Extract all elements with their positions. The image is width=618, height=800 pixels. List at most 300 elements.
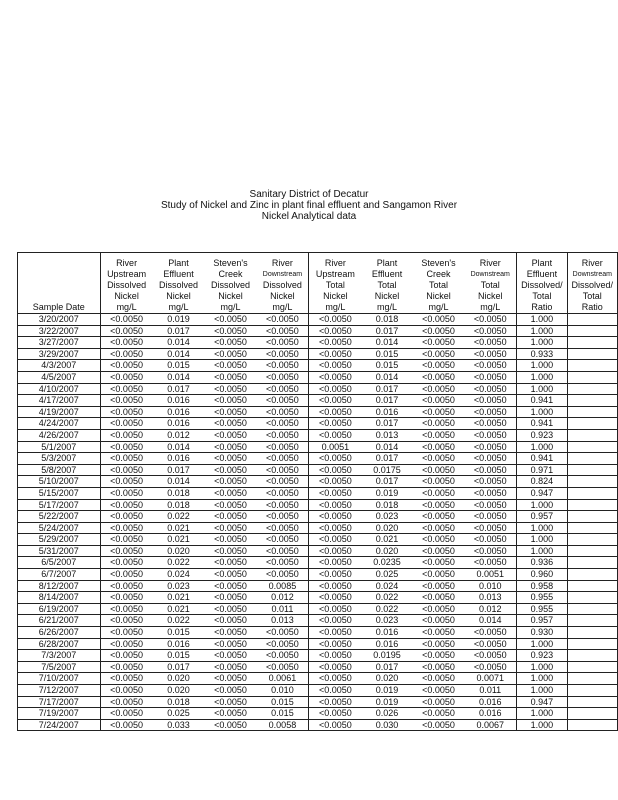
column-header-line: Upstream <box>107 269 147 279</box>
sample-date-cell: 3/22/2007 <box>18 325 101 337</box>
sample-date-cell: 5/1/2007 <box>18 441 101 453</box>
value-cell: 0.022 <box>153 615 205 627</box>
value-cell: <0.0050 <box>413 429 465 441</box>
value-cell: <0.0050 <box>309 325 361 337</box>
sample-date-cell: 5/10/2007 <box>18 476 101 488</box>
value-cell: <0.0050 <box>256 325 308 337</box>
value-cell <box>567 685 617 697</box>
value-cell: <0.0050 <box>100 557 152 569</box>
value-cell: 0.025 <box>361 569 412 581</box>
value-cell: 0.014 <box>464 615 516 627</box>
nickel-data-table <box>17 252 618 731</box>
column-header-line: Nickel <box>270 291 295 301</box>
value-cell: <0.0050 <box>205 661 257 673</box>
value-cell: <0.0050 <box>464 453 516 465</box>
column-header-line: Nickel <box>477 291 503 301</box>
value-cell: 0.026 <box>361 708 412 720</box>
value-cell: 0.018 <box>361 314 412 326</box>
sample-date-cell: 8/12/2007 <box>18 580 101 592</box>
value-cell <box>567 661 617 673</box>
value-cell: <0.0050 <box>205 429 257 441</box>
value-cell: 0.017 <box>361 395 412 407</box>
value-cell <box>567 580 617 592</box>
value-cell: <0.0050 <box>309 685 361 697</box>
value-cell: 1.000 <box>517 545 567 557</box>
value-cell: <0.0050 <box>464 534 516 546</box>
value-cell <box>567 615 617 627</box>
value-cell: 0.012 <box>464 603 516 615</box>
value-cell: 0.930 <box>517 627 567 639</box>
value-cell: 0.023 <box>153 580 205 592</box>
value-cell: 0.024 <box>361 580 412 592</box>
value-cell: 0.016 <box>153 638 205 650</box>
value-cell: <0.0050 <box>413 580 465 592</box>
value-cell: 0.020 <box>153 673 205 685</box>
column-header-line: Nickel <box>374 291 400 301</box>
sample-date-cell: 7/5/2007 <box>18 661 101 673</box>
value-cell: <0.0050 <box>256 406 308 418</box>
value-cell: 0.022 <box>361 592 412 604</box>
value-cell: 0.011 <box>256 603 308 615</box>
value-cell <box>567 383 617 395</box>
value-cell: <0.0050 <box>205 592 257 604</box>
value-cell: <0.0050 <box>100 650 152 662</box>
value-cell: 0.015 <box>256 696 308 708</box>
table-row <box>18 511 618 523</box>
table-row <box>18 337 618 349</box>
table-row <box>18 592 618 604</box>
value-cell: <0.0050 <box>205 638 257 650</box>
column-header-line: Ratio <box>531 302 553 312</box>
sample-date-cell: 6/7/2007 <box>18 569 101 581</box>
sample-date-cell: 6/28/2007 <box>18 638 101 650</box>
column-header-line: mg/L <box>325 302 346 312</box>
sample-date-cell: 3/27/2007 <box>18 337 101 349</box>
value-cell: 0.016 <box>153 406 205 418</box>
value-cell: 0.947 <box>517 696 567 708</box>
value-cell <box>567 429 617 441</box>
sample-date-cell: 5/17/2007 <box>18 499 101 511</box>
value-cell: 0.014 <box>361 441 412 453</box>
value-cell: <0.0050 <box>100 638 152 650</box>
value-cell: <0.0050 <box>464 371 516 383</box>
table-row <box>18 383 618 395</box>
value-cell: 1.000 <box>517 337 567 349</box>
value-cell: <0.0050 <box>464 348 516 360</box>
table-row <box>18 464 618 476</box>
value-cell: 0.023 <box>361 511 412 523</box>
value-cell: 1.000 <box>517 499 567 511</box>
value-cell: <0.0050 <box>100 545 152 557</box>
sample-date-cell: 4/19/2007 <box>18 406 101 418</box>
value-cell: <0.0050 <box>100 569 152 581</box>
column-header-line: mg/L <box>480 302 501 312</box>
value-cell <box>567 673 617 685</box>
value-cell: 1.000 <box>517 325 567 337</box>
value-cell: 0.0067 <box>464 719 516 731</box>
value-cell: <0.0050 <box>309 615 361 627</box>
column-header <box>153 253 205 314</box>
value-cell: <0.0050 <box>205 360 257 372</box>
value-cell: <0.0050 <box>100 453 152 465</box>
value-cell: <0.0050 <box>309 534 361 546</box>
value-cell: 0.016 <box>153 453 205 465</box>
value-cell: 0.015 <box>153 627 205 639</box>
value-cell: <0.0050 <box>205 441 257 453</box>
value-cell: <0.0050 <box>256 464 308 476</box>
sample-date-cell: 5/22/2007 <box>18 511 101 523</box>
value-cell: 0.014 <box>361 371 412 383</box>
column-header-line: Steven's <box>421 258 456 268</box>
value-cell: 0.0071 <box>464 673 516 685</box>
value-cell: <0.0050 <box>413 441 465 453</box>
column-header-line: River <box>324 258 346 268</box>
value-cell: <0.0050 <box>413 325 465 337</box>
value-cell: <0.0050 <box>413 627 465 639</box>
column-header-line <box>18 258 100 269</box>
value-cell: <0.0050 <box>100 580 152 592</box>
value-cell: 0.011 <box>464 685 516 697</box>
value-cell: 0.017 <box>361 476 412 488</box>
value-cell: 0.015 <box>256 708 308 720</box>
column-header-line: Dissolved <box>159 280 199 290</box>
value-cell: <0.0050 <box>413 603 465 615</box>
value-cell: <0.0050 <box>464 383 516 395</box>
value-cell: <0.0050 <box>413 592 465 604</box>
value-cell: <0.0050 <box>309 360 361 372</box>
value-cell: 0.923 <box>517 650 567 662</box>
value-cell: <0.0050 <box>464 464 516 476</box>
value-cell: 0.016 <box>361 638 412 650</box>
value-cell: <0.0050 <box>464 650 516 662</box>
value-cell: <0.0050 <box>413 464 465 476</box>
table-row <box>18 603 618 615</box>
sample-date-cell: 7/3/2007 <box>18 650 101 662</box>
column-header-line: Dissolved <box>107 280 147 290</box>
table-row <box>18 348 618 360</box>
value-cell: <0.0050 <box>309 487 361 499</box>
value-cell: <0.0050 <box>100 383 152 395</box>
value-cell: <0.0050 <box>205 557 257 569</box>
column-header-line: Steven's <box>213 258 248 268</box>
value-cell: 1.000 <box>517 673 567 685</box>
sample-date-cell: 5/31/2007 <box>18 545 101 557</box>
value-cell: <0.0050 <box>413 395 465 407</box>
value-cell <box>567 418 617 430</box>
value-cell: <0.0050 <box>100 371 152 383</box>
value-cell: 0.015 <box>153 360 205 372</box>
value-cell: <0.0050 <box>413 696 465 708</box>
value-cell: <0.0050 <box>205 696 257 708</box>
column-header-line: Nickel <box>426 291 451 301</box>
value-cell: 0.0195 <box>361 650 412 662</box>
value-cell: 0.923 <box>517 429 567 441</box>
value-cell: 0.0051 <box>464 569 516 581</box>
value-cell: 0.017 <box>361 661 412 673</box>
value-cell: <0.0050 <box>256 441 308 453</box>
value-cell: <0.0050 <box>309 499 361 511</box>
sample-date-cell: 6/19/2007 <box>18 603 101 615</box>
value-cell: 0.0058 <box>256 719 308 731</box>
value-cell: 0.010 <box>464 580 516 592</box>
value-cell: 0.960 <box>517 569 567 581</box>
table-row <box>18 406 618 418</box>
value-cell: <0.0050 <box>309 371 361 383</box>
column-header-line: Dissolved/ <box>571 280 614 290</box>
value-cell: <0.0050 <box>309 337 361 349</box>
table-row <box>18 708 618 720</box>
value-cell: <0.0050 <box>205 325 257 337</box>
table-row <box>18 522 618 534</box>
value-cell: <0.0050 <box>413 661 465 673</box>
value-cell <box>567 511 617 523</box>
value-cell: 0.017 <box>361 383 412 395</box>
table-row <box>18 534 618 546</box>
value-cell: <0.0050 <box>256 360 308 372</box>
table-row <box>18 569 618 581</box>
value-cell: 0.971 <box>517 464 567 476</box>
value-cell: <0.0050 <box>205 719 257 731</box>
value-cell: 0.013 <box>361 429 412 441</box>
value-cell: <0.0050 <box>413 708 465 720</box>
value-cell: <0.0050 <box>464 314 516 326</box>
sample-date-cell: 5/24/2007 <box>18 522 101 534</box>
column-header-line: Nickel <box>166 291 191 301</box>
sample-date-cell: 6/26/2007 <box>18 627 101 639</box>
value-cell: 1.000 <box>517 441 567 453</box>
value-cell: <0.0050 <box>205 487 257 499</box>
column-header-line: Total <box>377 280 397 290</box>
value-cell: <0.0050 <box>309 429 361 441</box>
value-cell <box>567 522 617 534</box>
table-row <box>18 545 618 557</box>
value-cell: <0.0050 <box>309 453 361 465</box>
column-header-line: River <box>581 258 603 268</box>
value-cell: <0.0050 <box>413 569 465 581</box>
value-cell: <0.0050 <box>205 580 257 592</box>
value-cell: 0.014 <box>153 476 205 488</box>
column-header <box>100 253 152 314</box>
value-cell: <0.0050 <box>309 592 361 604</box>
value-cell: 1.000 <box>517 638 567 650</box>
value-cell: <0.0050 <box>205 545 257 557</box>
value-cell: <0.0050 <box>413 638 465 650</box>
value-cell: <0.0050 <box>464 511 516 523</box>
value-cell: <0.0050 <box>100 499 152 511</box>
value-cell: <0.0050 <box>309 522 361 534</box>
column-header-line: mg/L <box>377 302 398 312</box>
value-cell: <0.0050 <box>256 522 308 534</box>
value-cell: <0.0050 <box>100 360 152 372</box>
value-cell <box>567 487 617 499</box>
column-header-line: River <box>271 258 293 268</box>
value-cell: <0.0050 <box>205 348 257 360</box>
value-cell: 0.016 <box>153 418 205 430</box>
value-cell: <0.0050 <box>256 418 308 430</box>
sample-date-cell: 6/5/2007 <box>18 557 101 569</box>
table-row <box>18 314 618 326</box>
column-header-line: River <box>479 258 501 268</box>
value-cell: <0.0050 <box>464 406 516 418</box>
value-cell: 1.000 <box>517 360 567 372</box>
value-cell: <0.0050 <box>205 337 257 349</box>
value-cell: 0.017 <box>361 325 412 337</box>
value-cell: <0.0050 <box>256 627 308 639</box>
column-header <box>205 253 257 314</box>
value-cell: <0.0050 <box>464 557 516 569</box>
value-cell: <0.0050 <box>100 429 152 441</box>
column-header <box>413 253 465 314</box>
value-cell: <0.0050 <box>309 569 361 581</box>
value-cell <box>567 314 617 326</box>
value-cell: 0.0235 <box>361 557 412 569</box>
value-cell: <0.0050 <box>205 371 257 383</box>
value-cell: <0.0050 <box>256 650 308 662</box>
sample-date-cell: 7/24/2007 <box>18 719 101 731</box>
value-cell: <0.0050 <box>100 395 152 407</box>
sample-date-cell: 5/15/2007 <box>18 487 101 499</box>
table-row <box>18 696 618 708</box>
value-cell: <0.0050 <box>464 661 516 673</box>
value-cell: <0.0050 <box>256 337 308 349</box>
value-cell <box>567 545 617 557</box>
value-cell: <0.0050 <box>464 487 516 499</box>
value-cell: <0.0050 <box>100 696 152 708</box>
table-row <box>18 418 618 430</box>
value-cell: <0.0050 <box>100 522 152 534</box>
value-cell: <0.0050 <box>205 464 257 476</box>
value-cell: <0.0050 <box>256 545 308 557</box>
value-cell: 0.033 <box>153 719 205 731</box>
sample-date-cell: 4/10/2007 <box>18 383 101 395</box>
value-cell: <0.0050 <box>256 453 308 465</box>
value-cell: <0.0050 <box>205 511 257 523</box>
value-cell: <0.0050 <box>309 383 361 395</box>
value-cell: <0.0050 <box>256 371 308 383</box>
value-cell: <0.0050 <box>309 418 361 430</box>
value-cell: <0.0050 <box>100 592 152 604</box>
value-cell: <0.0050 <box>256 569 308 581</box>
column-header-line: Creek <box>426 269 451 279</box>
report-section-title: Nickel Analytical data <box>261 211 357 222</box>
column-header <box>567 253 617 314</box>
table-header-row <box>18 253 618 314</box>
value-cell: 0.021 <box>361 534 412 546</box>
value-cell: <0.0050 <box>413 499 465 511</box>
value-cell: 0.021 <box>153 603 205 615</box>
column-header-line: mg/L <box>272 302 293 312</box>
report-title-block <box>0 189 618 222</box>
value-cell <box>567 476 617 488</box>
value-cell: <0.0050 <box>413 314 465 326</box>
value-cell: 0.016 <box>361 406 412 418</box>
sample-date-cell: 5/29/2007 <box>18 534 101 546</box>
table-row <box>18 325 618 337</box>
column-header-line: Plant <box>168 258 189 268</box>
value-cell: <0.0050 <box>100 534 152 546</box>
value-cell: 0.957 <box>517 615 567 627</box>
value-cell: <0.0050 <box>464 337 516 349</box>
value-cell: <0.0050 <box>413 406 465 418</box>
value-cell: <0.0050 <box>309 511 361 523</box>
value-cell: <0.0050 <box>309 348 361 360</box>
value-cell <box>567 603 617 615</box>
column-header-line: Plant <box>376 258 398 268</box>
value-cell: 0.021 <box>153 534 205 546</box>
value-cell: <0.0050 <box>100 464 152 476</box>
value-cell: 0.020 <box>153 685 205 697</box>
column-header-line: Nickel <box>323 291 348 301</box>
value-cell: <0.0050 <box>100 476 152 488</box>
value-cell: <0.0050 <box>256 534 308 546</box>
sample-date-cell: 6/21/2007 <box>18 615 101 627</box>
value-cell: <0.0050 <box>413 719 465 731</box>
column-header-line: Downstream <box>262 271 303 278</box>
value-cell: <0.0050 <box>464 325 516 337</box>
value-cell: 1.000 <box>517 534 567 546</box>
value-cell: <0.0050 <box>205 395 257 407</box>
value-cell: 1.000 <box>517 522 567 534</box>
value-cell: 0.017 <box>153 464 205 476</box>
table-row <box>18 360 618 372</box>
value-cell: <0.0050 <box>464 441 516 453</box>
value-cell <box>567 348 617 360</box>
value-cell: 0.012 <box>256 592 308 604</box>
value-cell: <0.0050 <box>205 569 257 581</box>
value-cell: 0.824 <box>517 476 567 488</box>
value-cell: 0.013 <box>256 615 308 627</box>
report-subtitle: Study of Nickel and Zinc in plant final effluent and Sangamon River <box>160 200 458 211</box>
value-cell: <0.0050 <box>100 673 152 685</box>
column-header-line: Total <box>325 280 345 290</box>
column-header-line: mg/L <box>428 302 449 312</box>
column-header-line <box>18 269 100 280</box>
value-cell: 0.955 <box>517 592 567 604</box>
value-cell: 0.958 <box>517 580 567 592</box>
value-cell: <0.0050 <box>413 360 465 372</box>
value-cell: 0.955 <box>517 603 567 615</box>
column-header-line: mg/L <box>116 302 137 312</box>
value-cell: <0.0050 <box>464 418 516 430</box>
value-cell: <0.0050 <box>413 557 465 569</box>
value-cell: <0.0050 <box>100 487 152 499</box>
value-cell: <0.0050 <box>256 429 308 441</box>
value-cell: <0.0050 <box>413 534 465 546</box>
sample-date-cell: 4/24/2007 <box>18 418 101 430</box>
value-cell: <0.0050 <box>309 557 361 569</box>
value-cell: <0.0050 <box>464 638 516 650</box>
value-cell: 0.947 <box>517 487 567 499</box>
column-header-line: Dissolved <box>210 280 250 290</box>
value-cell <box>567 453 617 465</box>
value-cell: 0.016 <box>464 696 516 708</box>
table-row <box>18 650 618 662</box>
column-header <box>18 253 101 314</box>
column-header-line: Total <box>582 291 602 301</box>
value-cell: 0.017 <box>361 453 412 465</box>
value-cell: 0.022 <box>153 511 205 523</box>
value-cell: <0.0050 <box>205 534 257 546</box>
value-cell: 0.0175 <box>361 464 412 476</box>
column-header <box>517 253 567 314</box>
sample-date-cell: 4/5/2007 <box>18 371 101 383</box>
value-cell: 0.013 <box>464 592 516 604</box>
sample-date-cell: 4/3/2007 <box>18 360 101 372</box>
value-cell: 0.957 <box>517 511 567 523</box>
column-header-line <box>18 291 100 302</box>
column-header-line: Downstream <box>470 271 510 278</box>
value-cell: <0.0050 <box>309 464 361 476</box>
